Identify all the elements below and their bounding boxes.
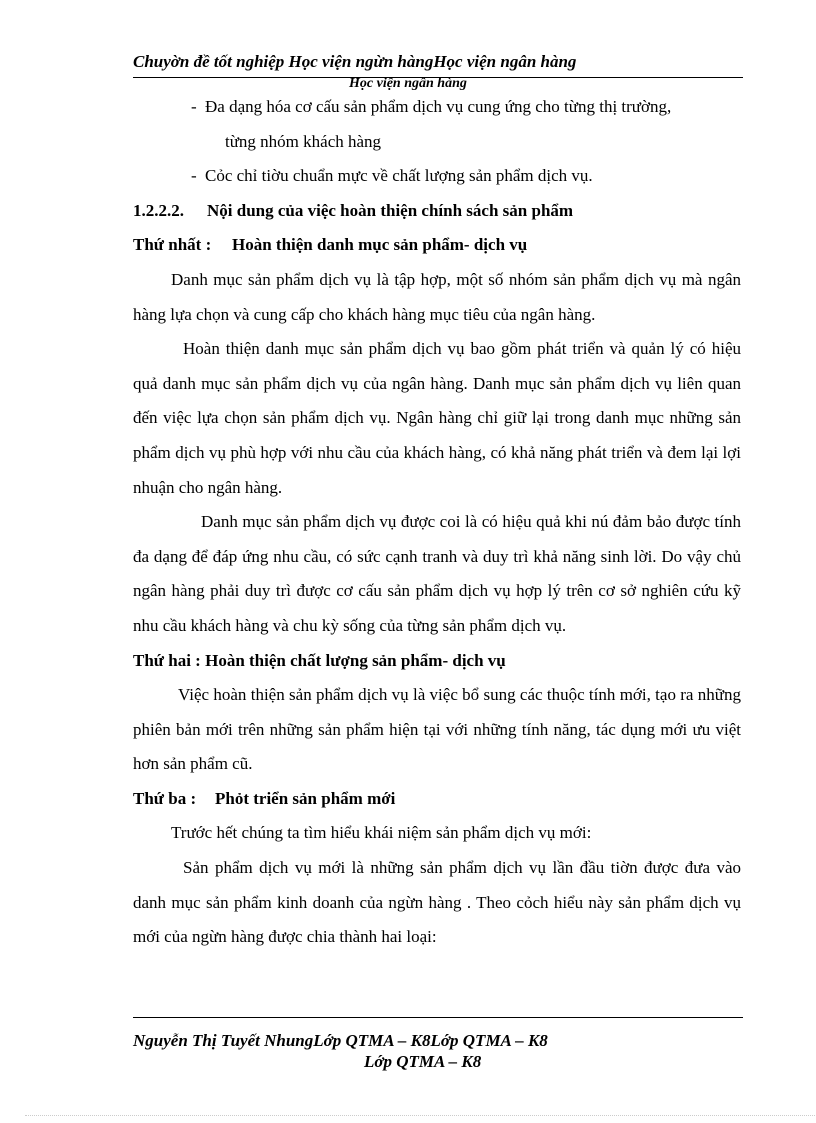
running-header: Chuyờn đề tốt nghiệp Học viện ngừn hàngHọc viện ngân hàng <box>133 52 577 71</box>
page-edge <box>25 1115 815 1116</box>
running-header-sub: Học viện ngân hàng <box>349 76 467 91</box>
subheading-label: Thứ ba : <box>133 788 197 808</box>
subheading-title: Hoàn thiện chất lượng sản phẩm- dịch vụ <box>205 650 506 670</box>
subheading-thu-hai <box>133 644 741 679</box>
subheading-title: Hoàn thiện danh mục sản phẩm- dịch vụ <box>232 235 528 255</box>
paragraph: Hoàn thiện danh mục sản phẩm dịch vụ bao gồm phát triển và quản lý có hiệu quả danh mục sản phẩm dịch vụ của ngân hàng. Danh mục sản phẩm dịch vụ liên quan đến việc lựa chọn sản phẩm dịch vụ. Ngân hàng chỉ giữ lại trong danh mục những sản phẩm dịch vụ phù hợp với nhu cầu của khách hàng, có khả năng phát triển và đem lại lợi nhuận cho ngân hàng. <box>133 339 741 497</box>
subheading-label: Thứ hai : <box>133 650 201 670</box>
running-footer: Nguyễn Thị Tuyết NhungLớp QTMA – K8Lớp QTMA – K8 <box>133 1031 548 1050</box>
bullet-text: Cỏc chỉ tiờu chuẩn mực về chất lượng sản phẩm dịch vụ. <box>205 166 593 186</box>
paragraph: Danh mục sản phẩm dịch vụ được coi là có hiệu quả khi nú đảm bảo được tính đa dạng để đáp ứng nhu cầu, có sức cạnh tranh và duy trì khả năng sinh lời. Do vậy chủ ngân hàng phải duy trì được cơ cấu sản phẩm dịch vụ hợp lý trên cơ sở nghiên cứu kỹ nhu cầu khách hàng và chu kỳ sống của từng sản phẩm dịch vụ. <box>133 512 741 635</box>
paragraph: Trước hết chúng ta tìm hiểu khái niệm sản phẩm dịch vụ mới: <box>171 823 592 843</box>
bullet-text-continued: từng nhóm khách hàng <box>225 131 382 151</box>
subheading-thu-ba <box>133 782 741 817</box>
bullet-text: Đa dạng hóa cơ cấu sản phẩm dịch vụ cung ứng cho từng thị trường, <box>205 97 672 116</box>
section-heading <box>133 194 741 229</box>
subheading-label: Thứ nhất : <box>133 235 212 255</box>
subheading-title: Phỏt triển sản phẩm mới <box>215 788 396 808</box>
bullet-item <box>133 90 741 125</box>
section-title: Nội dung của việc hoàn thiện chính sách sản phẩm <box>207 200 574 220</box>
paragraph: Danh mục sản phẩm dịch vụ là tập hợp, một số nhóm sản phẩm dịch vụ mà ngân hàng lựa chọn và cung cấp cho khách hàng mục tiêu của ngân hàng. <box>133 269 741 324</box>
running-footer-sub: Lớp QTMA – K8 <box>364 1052 482 1071</box>
section-number: 1.2.2.2. <box>133 200 184 220</box>
footer-rule <box>133 1017 743 1018</box>
bullet-dash: - <box>191 97 197 116</box>
bullet-continuation <box>133 125 741 160</box>
document-body <box>133 90 741 955</box>
subheading-thu-nhat <box>133 228 741 263</box>
paragraph: Sản phẩm dịch vụ mới là những sản phẩm dịch vụ lần đầu tiờn được đưa vào danh mục sản phẩm kinh doanh của ngừn hàng . Theo cỏch hiểu này sản phẩm dịch vụ mới của ngừn hàng được chia thành hai loại: <box>133 858 741 947</box>
bullet-dash: - <box>191 166 197 186</box>
bullet-item <box>133 159 741 194</box>
paragraph: Việc hoàn thiện sản phẩm dịch vụ là việc bổ sung các thuộc tính mới, tạo ra những phiên bản mới trên những sản phẩm hiện tại với những tính năng, tác dụng mới ưu việt hơn sản phẩm cũ. <box>133 685 741 774</box>
